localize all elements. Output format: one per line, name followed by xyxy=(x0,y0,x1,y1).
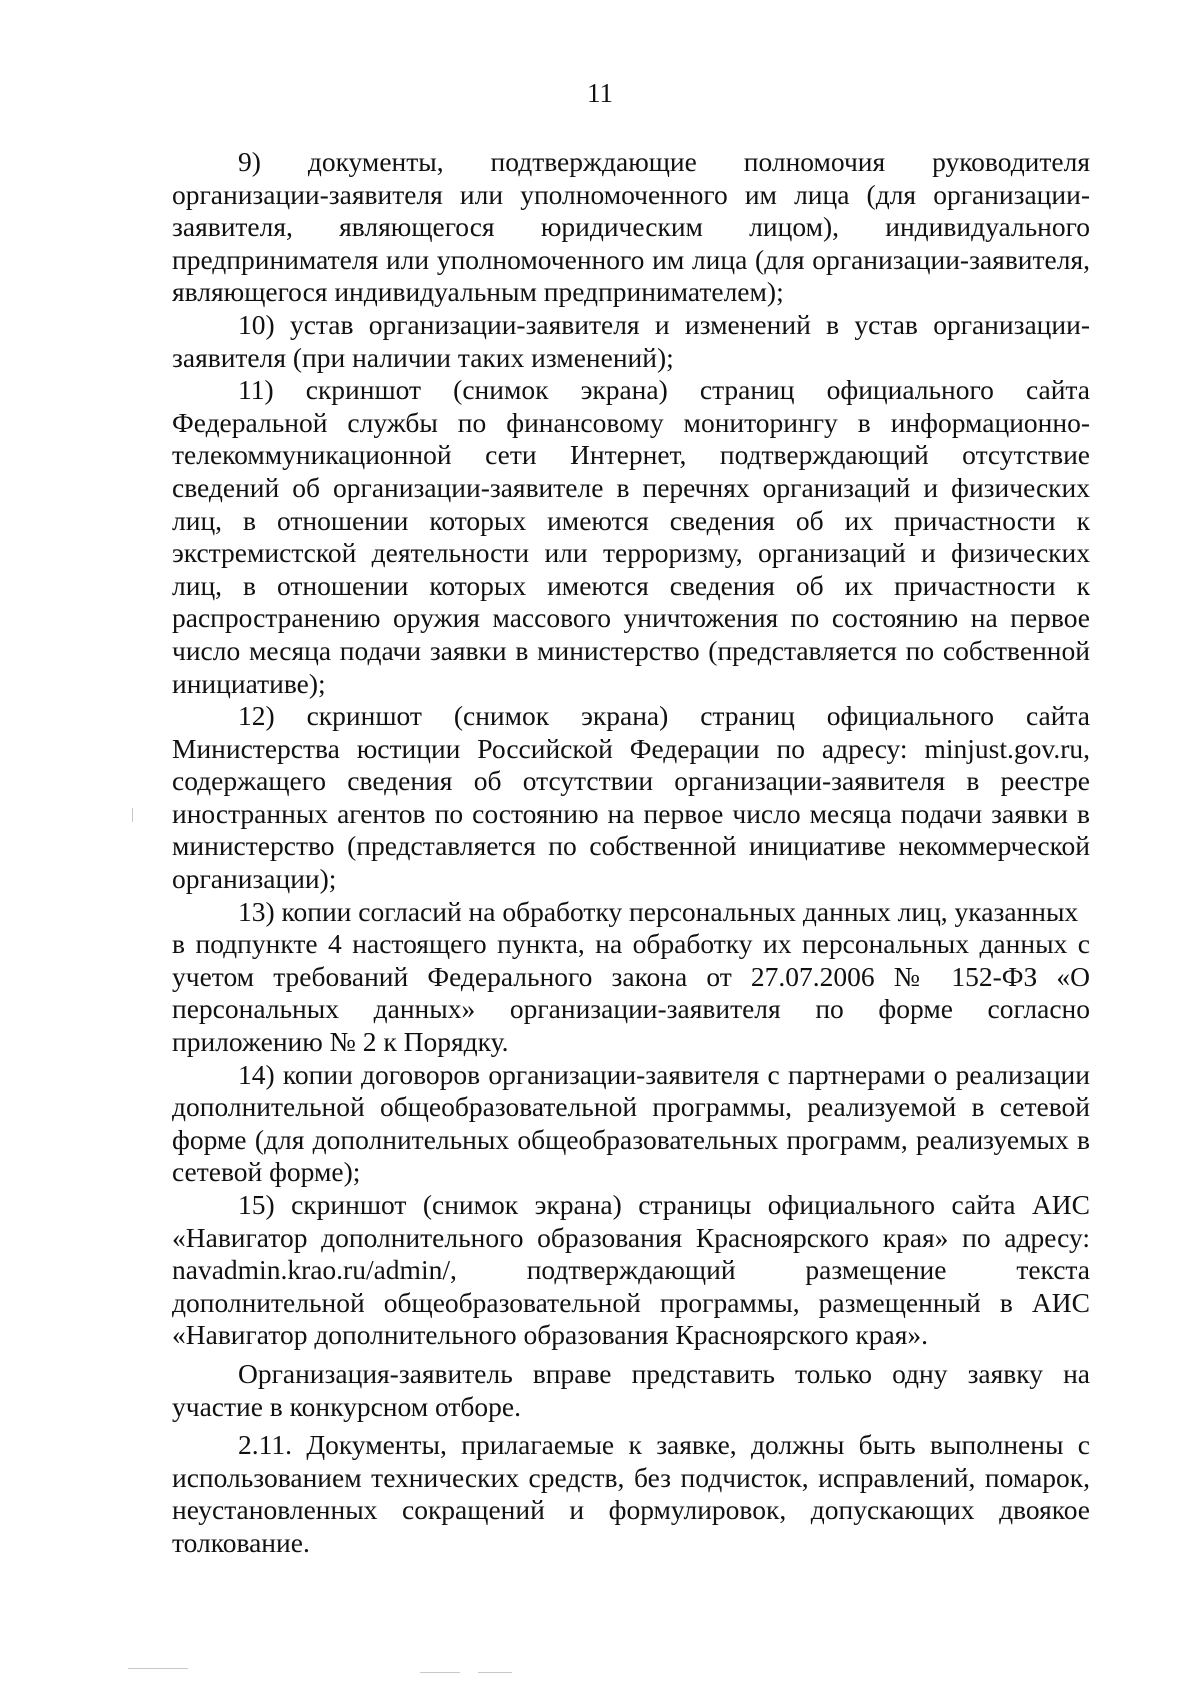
paragraph-item-13-continued: в подпункте 4 настоящего пункта, на обработку их персональных данных с учетом требований Федерального закона от 27.07.2006 № 152-ФЗ «О персональных данных» организации-заявителя по форме согласно приложению № 2 к Порядку. xyxy=(172,928,1090,1058)
paragraph-2-11: 2.11. Документы, прилагаемые к заявке, должны быть выполнены с использованием технических средств, без подчисток, исправлений, помарок, неустановленных сокращений и формулировок, допускающих двоякое толкование. xyxy=(172,1429,1090,1558)
page-number: 11 xyxy=(587,78,613,108)
paragraph-single-application: Организация-заявитель вправе представить только одну заявку на участие в конкурсном отборе. xyxy=(172,1357,1090,1422)
paragraph-item-15: 15) скриншот (снимок экрана) страницы официального сайта АИС «Навигатор дополнительного образования Красноярского края» по адресу: navadmin.krao.ru/admin/, подтверждающий размещение текста дополнительной общеобразовательной программы, размещенный в АИС «Навигатор дополнительного образования Красноярского края». xyxy=(172,1189,1090,1351)
paragraph-item-11: 11) скриншот (снимок экрана) страниц официального сайта Федеральной службы по финансовому мониторингу в информационно-телекоммуникационной сети Интернет, подтверждающий отсутствие сведений об организации-заявителе в перечнях организаций и физических лиц, в отношении которых имеются сведения об их причастности к экстремистской деятельности или терроризму, организаций и физических лиц, в отношении которых имеются сведения об их причастности к распространению оружия массового уничтожения по состоянию на первое число месяца подачи заявки в министерство (представляется по собственной инициативе); xyxy=(172,374,1090,699)
scan-artifact xyxy=(420,1672,460,1673)
scan-artifact xyxy=(128,1668,188,1669)
paragraph-item-13: 13) копии согласий на обработку персональных данных лиц, указанных xyxy=(238,895,1079,927)
document-body xyxy=(172,146,1090,1560)
paragraph-item-12: 12) скриншот (снимок экрана) страниц официального сайта Министерства юстиции Российской Федерации по адресу: minjust.gov.ru, содержащего сведения об отсутствии организации-заявителя в реестре иностранных агентов по состоянию на первое число месяца подачи заявки в министерство (представляется по собственной инициативе некоммерческой организации); xyxy=(172,700,1090,895)
paragraph-item-14: 14) копии договоров организации-заявителя с партнерами о реализации дополнительной общеобразовательной программы, реализуемой в сетевой форме (для дополнительных общеобразовательных программ, реализуемых в сетевой форме); xyxy=(172,1058,1090,1188)
paragraph-item-9: 9) документы, подтверждающие полномочия руководителя организации-заявителя или уполномоченного им лица (для организации-заявителя, являющегося юридическим лицом), индивидуального предпринимателя или уполномоченного им лица (для организации-заявителя, являющегося индивидуальным предпринимателем); xyxy=(172,146,1090,308)
paragraph-item-10: 10) устав организации-заявителя и изменений в устав организации-заявителя (при наличии таких изменений); xyxy=(172,308,1090,373)
scan-artifact xyxy=(478,1672,512,1673)
scan-artifact xyxy=(132,808,133,822)
